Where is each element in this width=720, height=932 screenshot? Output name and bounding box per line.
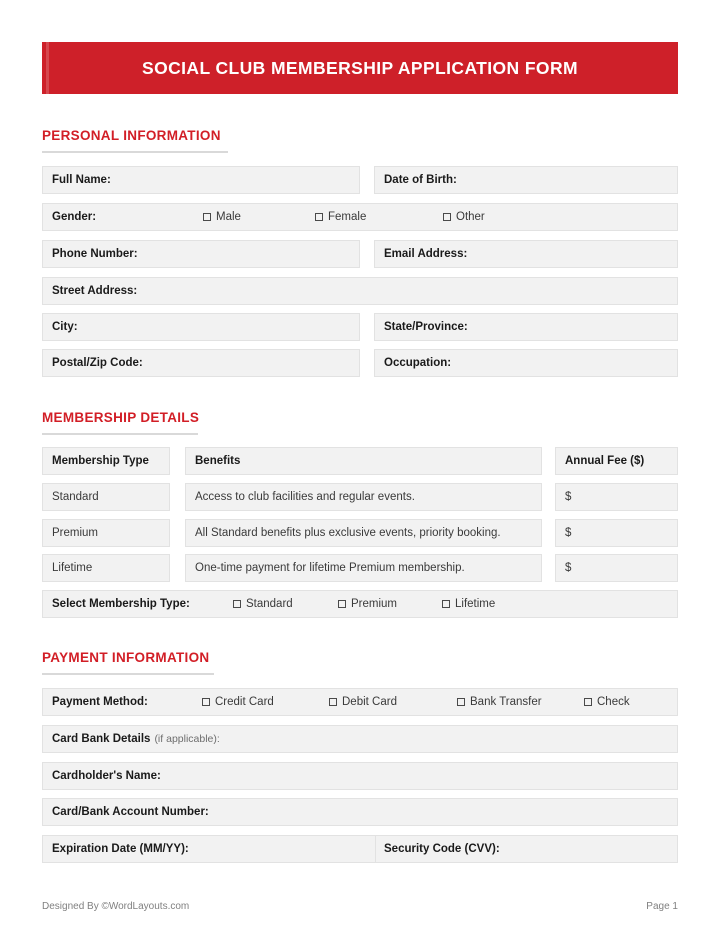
checkbox-gender-other-label: Other — [456, 211, 485, 223]
field-street-address[interactable] — [42, 277, 678, 305]
checkbox-membership-standard[interactable] — [233, 598, 293, 610]
page-title: SOCIAL CLUB MEMBERSHIP APPLICATION FORM — [142, 57, 578, 78]
field-date-of-birth-label: Date of Birth: — [384, 174, 457, 186]
field-expiration-and-cvv[interactable] — [42, 835, 678, 863]
checkbox-payment-check-label: Check — [597, 696, 630, 708]
field-payment-method[interactable] — [42, 688, 678, 716]
checkbox-membership-lifetime-label: Lifetime — [455, 598, 496, 610]
field-gender[interactable] — [42, 203, 678, 231]
field-cardholder-name[interactable] — [42, 762, 678, 790]
section-heading-payment-label: PAYMENT INFORMATION — [42, 650, 210, 665]
section-rule-payment — [42, 673, 214, 675]
checkbox-payment-bank-transfer-label: Bank Transfer — [470, 696, 542, 708]
checkbox-payment-bank-transfer[interactable] — [457, 696, 542, 708]
field-card-bank-details-label: Card Bank Details — [52, 733, 151, 745]
checkbox-box-icon — [457, 698, 465, 706]
checkbox-box-icon — [442, 600, 450, 608]
checkbox-box-icon — [584, 698, 592, 706]
field-inner-divider — [375, 836, 376, 862]
table-cell-type-lifetime: Lifetime — [52, 562, 93, 574]
field-occupation-label: Occupation: — [384, 357, 452, 369]
checkbox-membership-premium-label: Premium — [351, 598, 398, 610]
field-postal-zip-code[interactable] — [42, 349, 360, 377]
field-card-bank-details[interactable] — [42, 725, 678, 753]
field-email-address-label: Email Address: — [384, 248, 468, 260]
checkbox-box-icon — [203, 213, 211, 221]
field-postal-zip-code-label: Postal/Zip Code: — [52, 357, 143, 369]
field-full-name[interactable] — [42, 166, 360, 194]
checkbox-box-icon — [315, 213, 323, 221]
field-select-membership-type-label: Select Membership Type: — [52, 598, 190, 610]
section-rule-membership — [42, 433, 198, 435]
footer-page-number: Page 1 — [646, 901, 678, 912]
table-cell-benefits-lifetime-text: One-time payment for lifetime Premium membership. — [195, 562, 465, 574]
section-rule-personal — [42, 151, 228, 153]
table-cell-benefits-standard — [185, 483, 542, 511]
field-card-account-number[interactable] — [42, 798, 678, 826]
checkbox-membership-standard-label: Standard — [246, 598, 293, 610]
field-state-province-label: State/Province: — [384, 321, 468, 333]
field-city-label: City: — [52, 321, 78, 333]
section-heading-personal-label: PERSONAL INFORMATION — [42, 128, 221, 143]
table-cell-fee-lifetime-text: $ — [565, 562, 572, 574]
table-row — [42, 483, 170, 511]
checkbox-payment-credit-card[interactable] — [202, 696, 274, 708]
table-cell-type-standard: Standard — [52, 491, 99, 503]
field-gender-label: Gender: — [52, 211, 97, 223]
table-header-benefits-label: Benefits — [195, 455, 241, 467]
section-heading-membership — [42, 410, 199, 435]
footer-credit: Designed By ©WordLayouts.com — [42, 901, 190, 912]
checkbox-box-icon — [443, 213, 451, 221]
checkbox-box-icon — [329, 698, 337, 706]
section-heading-payment — [42, 650, 214, 675]
field-phone-number[interactable] — [42, 240, 360, 268]
table-cell-fee-standard-text: $ — [565, 491, 572, 503]
field-city[interactable] — [42, 313, 360, 341]
table-row — [42, 554, 170, 582]
table-cell-fee-lifetime[interactable] — [555, 554, 678, 582]
field-phone-number-label: Phone Number: — [52, 248, 138, 260]
form-title-banner — [42, 42, 678, 94]
checkbox-box-icon — [338, 600, 346, 608]
table-cell-type-premium: Premium — [52, 527, 99, 539]
field-occupation[interactable] — [374, 349, 678, 377]
field-card-bank-details-note: (if applicable): — [154, 733, 220, 745]
checkbox-payment-debit-card[interactable] — [329, 696, 397, 708]
checkbox-membership-lifetime[interactable] — [442, 598, 495, 610]
section-heading-personal — [42, 128, 228, 153]
table-header-annual-fee-label: Annual Fee ($) — [565, 455, 645, 467]
table-header-annual-fee — [555, 447, 678, 475]
table-cell-benefits-lifetime — [185, 554, 542, 582]
field-expiration-date-label: Expiration Date (MM/YY): — [52, 843, 189, 855]
table-cell-benefits-premium — [185, 519, 542, 547]
field-cardholder-name-label: Cardholder's Name: — [52, 770, 161, 782]
table-cell-fee-premium[interactable] — [555, 519, 678, 547]
checkbox-box-icon — [233, 600, 241, 608]
field-payment-method-label: Payment Method: — [52, 696, 148, 708]
checkbox-gender-female-label: Female — [328, 211, 367, 223]
table-header-membership-type — [42, 447, 170, 475]
table-cell-fee-standard[interactable] — [555, 483, 678, 511]
section-heading-membership-label: MEMBERSHIP DETAILS — [42, 410, 200, 425]
field-select-membership-type[interactable] — [42, 590, 678, 618]
checkbox-gender-female[interactable] — [315, 211, 366, 223]
field-email-address[interactable] — [374, 240, 678, 268]
table-cell-benefits-premium-text: All Standard benefits plus exclusive events, priority booking. — [195, 527, 501, 539]
checkbox-membership-premium[interactable] — [338, 598, 397, 610]
checkbox-payment-check[interactable] — [584, 696, 630, 708]
table-row — [42, 519, 170, 547]
field-security-code-label: Security Code (CVV): — [384, 843, 500, 855]
field-date-of-birth[interactable] — [374, 166, 678, 194]
field-card-account-number-label: Card/Bank Account Number: — [52, 806, 209, 818]
checkbox-payment-credit-card-label: Credit Card — [215, 696, 274, 708]
table-header-membership-type-label: Membership Type — [52, 455, 149, 467]
table-header-benefits — [185, 447, 542, 475]
checkbox-gender-male-label: Male — [216, 211, 241, 223]
field-street-address-label: Street Address: — [52, 285, 138, 297]
field-full-name-label: Full Name: — [52, 174, 111, 186]
table-cell-fee-premium-text: $ — [565, 527, 572, 539]
checkbox-box-icon — [202, 698, 210, 706]
checkbox-gender-male[interactable] — [203, 211, 241, 223]
checkbox-payment-debit-card-label: Debit Card — [342, 696, 397, 708]
checkbox-gender-other[interactable] — [443, 211, 485, 223]
table-cell-benefits-standard-text: Access to club facilities and regular events. — [195, 491, 415, 503]
field-state-province[interactable] — [374, 313, 678, 341]
